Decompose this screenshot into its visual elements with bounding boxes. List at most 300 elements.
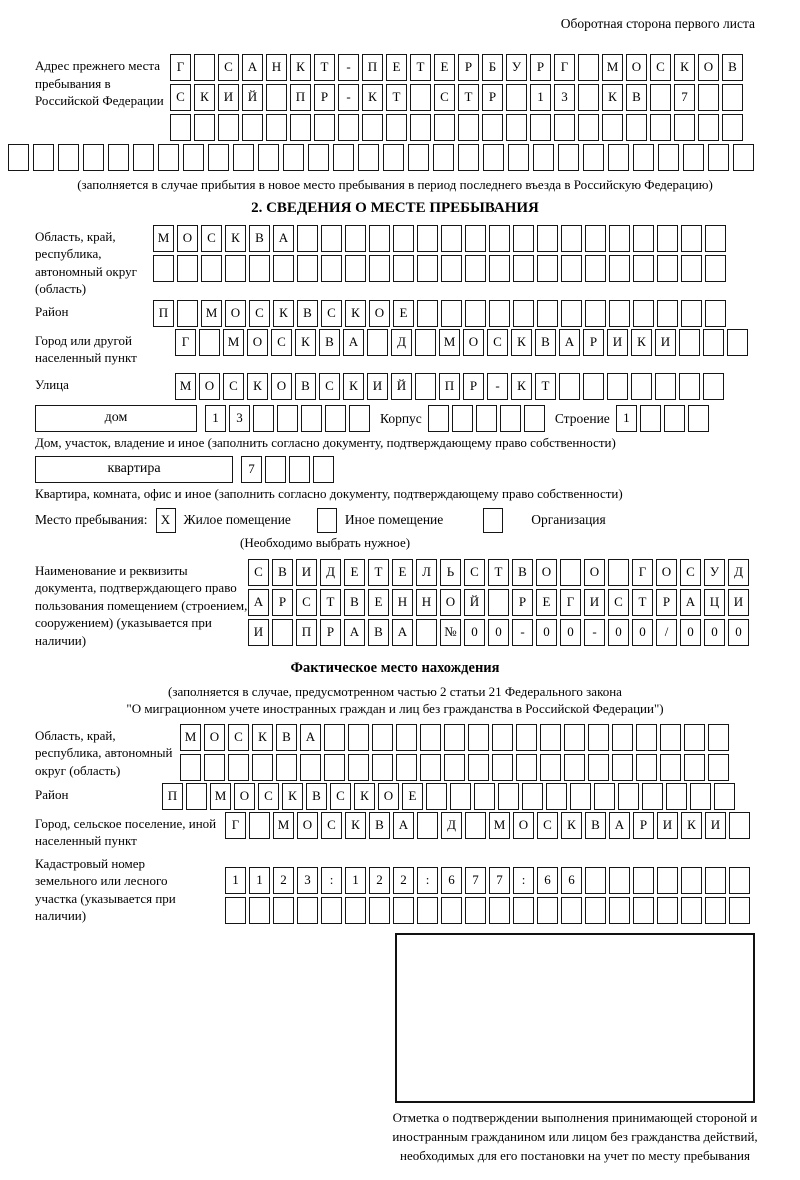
char-cell[interactable] (252, 754, 273, 781)
char-cell[interactable] (564, 754, 585, 781)
char-cell[interactable] (225, 897, 246, 924)
char-cell[interactable]: / (656, 619, 677, 646)
char-cell[interactable]: К (273, 300, 294, 327)
char-cell[interactable]: А (344, 619, 365, 646)
char-cell[interactable]: Г (632, 559, 653, 586)
char-cell[interactable] (513, 225, 534, 252)
char-cell[interactable] (633, 867, 654, 894)
char-cell[interactable] (417, 225, 438, 252)
char-cell[interactable]: О (204, 724, 225, 751)
char-cell[interactable]: С (650, 54, 671, 81)
char-cell[interactable]: С (271, 329, 292, 356)
char-cell[interactable]: Т (386, 84, 407, 111)
char-cell[interactable] (321, 897, 342, 924)
char-cell[interactable] (657, 897, 678, 924)
char-cell[interactable] (729, 897, 750, 924)
char-cell[interactable]: Г (554, 54, 575, 81)
char-cell[interactable]: М (175, 373, 196, 400)
char-cell[interactable] (705, 867, 726, 894)
char-cell[interactable] (434, 114, 455, 141)
char-cell[interactable]: А (248, 589, 269, 616)
char-cell[interactable] (458, 144, 479, 171)
char-cell[interactable] (358, 144, 379, 171)
char-cell[interactable]: И (705, 812, 726, 839)
char-cell[interactable]: : (513, 867, 534, 894)
char-cell[interactable] (273, 255, 294, 282)
char-cell[interactable] (633, 144, 654, 171)
char-cell[interactable]: Р (320, 619, 341, 646)
char-cell[interactable] (233, 144, 254, 171)
char-cell[interactable] (631, 373, 652, 400)
char-cell[interactable]: Т (458, 84, 479, 111)
char-cell[interactable]: К (290, 54, 311, 81)
char-cell[interactable]: О (536, 559, 557, 586)
char-cell[interactable]: И (655, 329, 676, 356)
char-cell[interactable]: С (608, 589, 629, 616)
char-cell[interactable] (537, 225, 558, 252)
char-cell[interactable]: В (512, 559, 533, 586)
char-cell[interactable]: С (248, 559, 269, 586)
char-cell[interactable]: О (234, 783, 255, 810)
char-cell[interactable] (664, 405, 685, 432)
char-cell[interactable] (609, 867, 630, 894)
char-cell[interactable] (516, 754, 537, 781)
char-cell[interactable]: Е (434, 54, 455, 81)
char-cell[interactable]: - (487, 373, 508, 400)
char-cell[interactable] (516, 724, 537, 751)
dom-box[interactable]: дом (35, 405, 197, 432)
char-cell[interactable]: Е (392, 559, 413, 586)
char-cell[interactable]: 3 (229, 405, 250, 432)
char-cell[interactable]: Е (402, 783, 423, 810)
char-cell[interactable]: Е (536, 589, 557, 616)
char-cell[interactable] (489, 225, 510, 252)
char-cell[interactable]: Р (656, 589, 677, 616)
char-cell[interactable] (415, 329, 436, 356)
char-cell[interactable]: О (440, 589, 461, 616)
char-cell[interactable] (585, 897, 606, 924)
char-cell[interactable] (465, 300, 486, 327)
char-cell[interactable]: С (321, 812, 342, 839)
char-cell[interactable] (153, 255, 174, 282)
char-cell[interactable] (258, 144, 279, 171)
char-cell[interactable]: М (489, 812, 510, 839)
char-cell[interactable]: 7 (489, 867, 510, 894)
char-cell[interactable] (530, 114, 551, 141)
char-cell[interactable] (349, 405, 370, 432)
char-cell[interactable] (508, 144, 529, 171)
char-cell[interactable] (540, 754, 561, 781)
char-cell[interactable] (537, 255, 558, 282)
char-cell[interactable]: 1 (225, 867, 246, 894)
char-cell[interactable]: М (210, 783, 231, 810)
char-cell[interactable]: И (367, 373, 388, 400)
char-cell[interactable] (578, 54, 599, 81)
char-cell[interactable] (468, 724, 489, 751)
char-cell[interactable] (441, 897, 462, 924)
char-cell[interactable] (705, 255, 726, 282)
char-cell[interactable] (588, 754, 609, 781)
char-cell[interactable]: М (223, 329, 244, 356)
char-cell[interactable] (705, 300, 726, 327)
char-cell[interactable] (657, 225, 678, 252)
char-cell[interactable] (513, 255, 534, 282)
char-cell[interactable]: Е (368, 589, 389, 616)
char-cell[interactable] (708, 144, 729, 171)
char-cell[interactable] (194, 114, 215, 141)
char-cell[interactable]: И (607, 329, 628, 356)
char-cell[interactable] (83, 144, 104, 171)
char-cell[interactable] (561, 300, 582, 327)
char-cell[interactable] (650, 84, 671, 111)
char-cell[interactable]: У (704, 559, 725, 586)
char-cell[interactable]: А (343, 329, 364, 356)
char-cell[interactable]: О (271, 373, 292, 400)
char-cell[interactable] (681, 897, 702, 924)
char-cell[interactable]: С (537, 812, 558, 839)
char-cell[interactable] (560, 559, 581, 586)
char-cell[interactable] (585, 300, 606, 327)
char-cell[interactable] (733, 144, 754, 171)
char-cell[interactable]: О (225, 300, 246, 327)
char-cell[interactable] (489, 300, 510, 327)
char-cell[interactable] (513, 300, 534, 327)
char-cell[interactable]: Т (632, 589, 653, 616)
char-cell[interactable]: 6 (561, 867, 582, 894)
char-cell[interactable] (444, 754, 465, 781)
char-cell[interactable] (708, 724, 729, 751)
char-cell[interactable]: В (276, 724, 297, 751)
char-cell[interactable]: А (242, 54, 263, 81)
char-cell[interactable] (272, 619, 293, 646)
char-cell[interactable] (722, 84, 743, 111)
char-cell[interactable]: Г (560, 589, 581, 616)
char-cell[interactable]: У (506, 54, 527, 81)
char-cell[interactable]: 7 (241, 456, 262, 483)
char-cell[interactable]: К (345, 300, 366, 327)
char-cell[interactable]: Т (535, 373, 556, 400)
char-cell[interactable]: О (463, 329, 484, 356)
char-cell[interactable]: Т (410, 54, 431, 81)
char-cell[interactable] (609, 255, 630, 282)
char-cell[interactable] (208, 144, 229, 171)
char-cell[interactable]: - (338, 54, 359, 81)
char-cell[interactable]: И (728, 589, 749, 616)
char-cell[interactable] (313, 456, 334, 483)
char-cell[interactable] (588, 724, 609, 751)
char-cell[interactable] (492, 754, 513, 781)
char-cell[interactable] (277, 405, 298, 432)
char-cell[interactable]: П (296, 619, 317, 646)
char-cell[interactable]: Т (368, 559, 389, 586)
char-cell[interactable]: Й (464, 589, 485, 616)
char-cell[interactable] (308, 144, 329, 171)
char-cell[interactable] (290, 114, 311, 141)
char-cell[interactable] (546, 783, 567, 810)
char-cell[interactable] (633, 897, 654, 924)
char-cell[interactable]: В (368, 619, 389, 646)
char-cell[interactable]: К (225, 225, 246, 252)
char-cell[interactable]: № (440, 619, 461, 646)
char-cell[interactable]: А (300, 724, 321, 751)
char-cell[interactable] (657, 300, 678, 327)
char-cell[interactable]: : (321, 867, 342, 894)
char-cell[interactable] (441, 300, 462, 327)
char-cell[interactable]: 1 (205, 405, 226, 432)
char-cell[interactable]: Т (314, 54, 335, 81)
char-cell[interactable] (386, 114, 407, 141)
char-cell[interactable]: С (330, 783, 351, 810)
char-cell[interactable] (729, 812, 750, 839)
char-cell[interactable] (500, 405, 521, 432)
char-cell[interactable] (488, 589, 509, 616)
char-cell[interactable]: Г (170, 54, 191, 81)
char-cell[interactable] (300, 754, 321, 781)
char-cell[interactable] (533, 144, 554, 171)
char-cell[interactable]: 1 (530, 84, 551, 111)
char-cell[interactable] (583, 373, 604, 400)
char-cell[interactable]: О (378, 783, 399, 810)
char-cell[interactable]: С (228, 724, 249, 751)
char-cell[interactable] (683, 144, 704, 171)
char-cell[interactable]: 0 (464, 619, 485, 646)
char-cell[interactable] (585, 225, 606, 252)
char-cell[interactable] (408, 144, 429, 171)
char-cell[interactable] (729, 867, 750, 894)
char-cell[interactable]: В (722, 54, 743, 81)
char-cell[interactable] (722, 114, 743, 141)
char-cell[interactable]: Д (441, 812, 462, 839)
char-cell[interactable] (660, 754, 681, 781)
char-cell[interactable] (321, 225, 342, 252)
char-cell[interactable] (681, 225, 702, 252)
char-cell[interactable] (396, 724, 417, 751)
char-cell[interactable] (564, 724, 585, 751)
char-cell[interactable]: Н (266, 54, 287, 81)
char-cell[interactable]: И (584, 589, 605, 616)
char-cell[interactable]: А (559, 329, 580, 356)
char-cell[interactable] (273, 897, 294, 924)
char-cell[interactable] (483, 144, 504, 171)
char-cell[interactable]: 2 (369, 867, 390, 894)
char-cell[interactable] (492, 724, 513, 751)
char-cell[interactable]: С (434, 84, 455, 111)
char-cell[interactable]: 0 (632, 619, 653, 646)
char-cell[interactable] (688, 405, 709, 432)
char-cell[interactable] (276, 754, 297, 781)
char-cell[interactable] (383, 144, 404, 171)
char-cell[interactable] (249, 255, 270, 282)
char-cell[interactable] (618, 783, 639, 810)
char-cell[interactable]: О (297, 812, 318, 839)
char-cell[interactable]: К (602, 84, 623, 111)
char-cell[interactable] (324, 754, 345, 781)
char-cell[interactable] (458, 114, 479, 141)
char-cell[interactable]: 7 (674, 84, 695, 111)
char-cell[interactable] (372, 724, 393, 751)
char-cell[interactable] (570, 783, 591, 810)
char-cell[interactable] (674, 114, 695, 141)
char-cell[interactable] (633, 300, 654, 327)
char-cell[interactable]: 0 (608, 619, 629, 646)
char-cell[interactable] (417, 812, 438, 839)
char-cell[interactable] (33, 144, 54, 171)
char-cell[interactable] (650, 114, 671, 141)
char-cell[interactable] (660, 724, 681, 751)
char-cell[interactable] (410, 114, 431, 141)
char-cell[interactable] (640, 405, 661, 432)
char-cell[interactable]: К (362, 84, 383, 111)
char-cell[interactable]: К (511, 373, 532, 400)
char-cell[interactable] (345, 255, 366, 282)
char-cell[interactable]: В (535, 329, 556, 356)
char-cell[interactable] (684, 724, 705, 751)
char-cell[interactable]: Д (728, 559, 749, 586)
char-cell[interactable] (441, 225, 462, 252)
char-cell[interactable] (690, 783, 711, 810)
char-cell[interactable]: А (393, 812, 414, 839)
char-cell[interactable]: М (273, 812, 294, 839)
char-cell[interactable] (253, 405, 274, 432)
char-cell[interactable]: М (439, 329, 460, 356)
char-cell[interactable]: П (290, 84, 311, 111)
char-cell[interactable]: 1 (616, 405, 637, 432)
char-cell[interactable]: К (511, 329, 532, 356)
char-cell[interactable]: И (296, 559, 317, 586)
char-cell[interactable] (609, 897, 630, 924)
char-cell[interactable]: О (584, 559, 605, 586)
char-cell[interactable]: Н (392, 589, 413, 616)
char-cell[interactable]: В (369, 812, 390, 839)
char-cell[interactable] (585, 867, 606, 894)
char-cell[interactable] (416, 619, 437, 646)
char-cell[interactable]: О (698, 54, 719, 81)
char-cell[interactable]: К (343, 373, 364, 400)
char-cell[interactable]: В (297, 300, 318, 327)
char-cell[interactable] (249, 812, 270, 839)
char-cell[interactable] (681, 867, 702, 894)
char-cell[interactable] (522, 783, 543, 810)
char-cell[interactable] (108, 144, 129, 171)
char-cell[interactable] (468, 754, 489, 781)
char-cell[interactable] (362, 114, 383, 141)
char-cell[interactable]: О (513, 812, 534, 839)
char-cell[interactable]: П (153, 300, 174, 327)
char-cell[interactable]: А (680, 589, 701, 616)
char-cell[interactable] (396, 754, 417, 781)
char-cell[interactable] (450, 783, 471, 810)
char-cell[interactable] (465, 225, 486, 252)
char-cell[interactable]: О (656, 559, 677, 586)
char-cell[interactable] (372, 754, 393, 781)
char-cell[interactable] (602, 114, 623, 141)
char-cell[interactable] (170, 114, 191, 141)
char-cell[interactable]: С (218, 54, 239, 81)
char-cell[interactable]: : (417, 867, 438, 894)
char-cell[interactable]: Г (225, 812, 246, 839)
char-cell[interactable] (657, 867, 678, 894)
char-cell[interactable] (524, 405, 545, 432)
char-cell[interactable]: Т (320, 589, 341, 616)
char-cell[interactable] (561, 255, 582, 282)
char-cell[interactable]: А (392, 619, 413, 646)
char-cell[interactable] (297, 225, 318, 252)
char-cell[interactable] (612, 724, 633, 751)
char-cell[interactable] (393, 225, 414, 252)
char-cell[interactable]: М (201, 300, 222, 327)
char-cell[interactable] (183, 144, 204, 171)
char-cell[interactable] (218, 114, 239, 141)
char-cell[interactable]: - (512, 619, 533, 646)
char-cell[interactable]: Й (242, 84, 263, 111)
char-cell[interactable]: 3 (554, 84, 575, 111)
char-cell[interactable] (594, 783, 615, 810)
char-cell[interactable] (703, 373, 724, 400)
char-cell[interactable]: Ь (440, 559, 461, 586)
char-cell[interactable]: Н (416, 589, 437, 616)
char-cell[interactable] (177, 300, 198, 327)
char-cell[interactable]: 2 (273, 867, 294, 894)
char-cell[interactable]: О (369, 300, 390, 327)
char-cell[interactable] (158, 144, 179, 171)
char-cell[interactable]: Е (344, 559, 365, 586)
char-cell[interactable] (345, 897, 366, 924)
char-cell[interactable]: К (631, 329, 652, 356)
char-cell[interactable]: В (295, 373, 316, 400)
char-cell[interactable] (608, 144, 629, 171)
char-cell[interactable] (420, 754, 441, 781)
char-cell[interactable] (489, 255, 510, 282)
char-cell[interactable] (393, 897, 414, 924)
char-cell[interactable]: О (247, 329, 268, 356)
char-cell[interactable]: А (609, 812, 630, 839)
char-cell[interactable] (585, 255, 606, 282)
char-cell[interactable] (636, 754, 657, 781)
char-cell[interactable] (452, 405, 473, 432)
char-cell[interactable] (561, 225, 582, 252)
char-cell[interactable] (345, 225, 366, 252)
char-cell[interactable] (410, 84, 431, 111)
char-cell[interactable] (666, 783, 687, 810)
char-cell[interactable] (559, 373, 580, 400)
char-cell[interactable]: Й (391, 373, 412, 400)
char-cell[interactable] (428, 405, 449, 432)
char-cell[interactable]: Б (482, 54, 503, 81)
char-cell[interactable]: С (223, 373, 244, 400)
char-cell[interactable]: 0 (728, 619, 749, 646)
char-cell[interactable] (324, 724, 345, 751)
char-cell[interactable]: С (296, 589, 317, 616)
char-cell[interactable] (225, 255, 246, 282)
char-cell[interactable] (513, 897, 534, 924)
char-cell[interactable]: Р (463, 373, 484, 400)
char-cell[interactable] (441, 255, 462, 282)
char-cell[interactable]: Р (314, 84, 335, 111)
char-cell[interactable]: Л (416, 559, 437, 586)
char-cell[interactable]: 1 (249, 867, 270, 894)
char-cell[interactable]: К (252, 724, 273, 751)
char-cell[interactable]: М (153, 225, 174, 252)
char-cell[interactable]: С (249, 300, 270, 327)
char-cell[interactable] (283, 144, 304, 171)
char-cell[interactable] (609, 300, 630, 327)
char-cell[interactable] (558, 144, 579, 171)
char-cell[interactable] (266, 84, 287, 111)
char-cell[interactable] (705, 897, 726, 924)
char-cell[interactable]: 0 (488, 619, 509, 646)
char-cell[interactable]: К (681, 812, 702, 839)
char-cell[interactable]: П (162, 783, 183, 810)
